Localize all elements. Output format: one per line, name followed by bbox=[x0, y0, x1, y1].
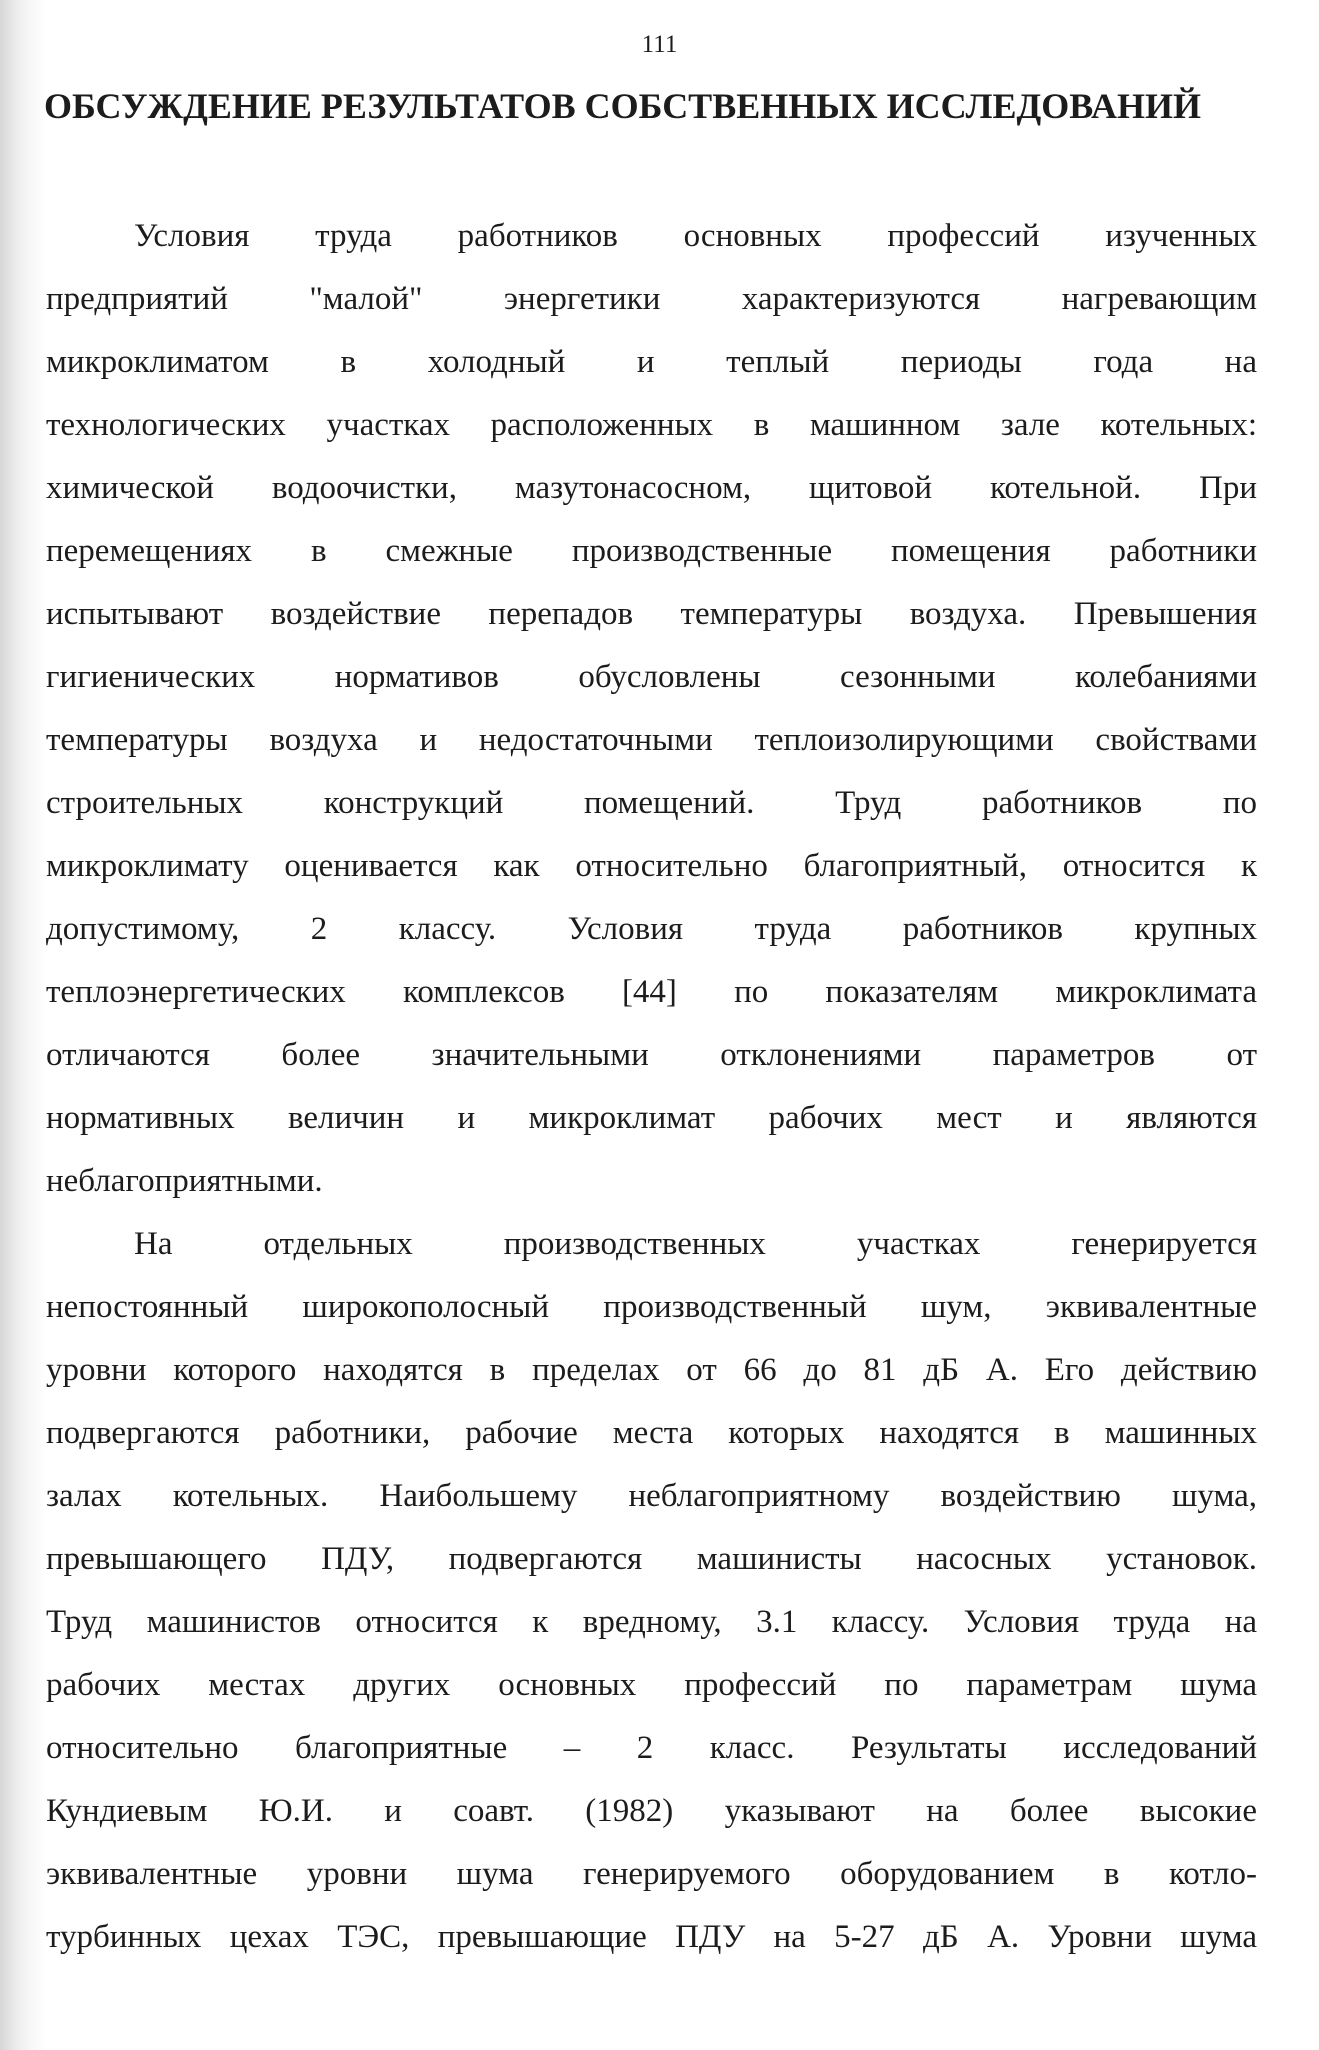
paragraph-line: подвергаются работники, рабочие места которых находятся в машинных bbox=[46, 1415, 1257, 1451]
scan-shadow bbox=[0, 0, 46, 2050]
paragraph-line: химической водоочистки, мазутонасосном, щитовой котельной. При bbox=[46, 470, 1257, 506]
paragraph-line: микроклимату оценивается как относительно благоприятный, относится к bbox=[46, 848, 1257, 884]
paragraph-line: превышающего ПДУ, подвергаются машинисты насосных установок. bbox=[46, 1541, 1257, 1577]
paragraph-line: рабочих местах других основных профессий по параметрам шума bbox=[46, 1667, 1257, 1703]
paragraph-line: нормативных величин и микроклимат рабочих мест и являются bbox=[46, 1100, 1257, 1136]
paragraph-line: отличаются более значительными отклонениями параметров от bbox=[46, 1037, 1257, 1073]
paragraph-line: На отдельных производственных участках генерируется bbox=[134, 1226, 1257, 1262]
paragraph bbox=[46, 1213, 1257, 1969]
paragraph-line: относительно благоприятные – 2 класс. Результаты исследований bbox=[46, 1730, 1257, 1766]
paragraph-line: температуры воздуха и недостаточными теплоизолирующими свойствами bbox=[46, 722, 1257, 758]
paragraph-line: Кундиевым Ю.И. и соавт. (1982) указывают на более высокие bbox=[46, 1793, 1257, 1829]
paragraph-line: гигиенических нормативов обусловлены сезонными колебаниями bbox=[46, 659, 1257, 695]
page-number: 111 bbox=[641, 31, 678, 58]
paragraph-line: предприятий "малой" энергетики характеризуются нагревающим bbox=[46, 281, 1257, 317]
body-text bbox=[46, 205, 1257, 1969]
paragraph-line: Условия труда работников основных профессий изученных bbox=[134, 218, 1257, 254]
paragraph-line: микроклиматом в холодный и теплый периоды года на bbox=[46, 344, 1257, 380]
paragraph-line: строительных конструкций помещений. Труд работников по bbox=[46, 785, 1257, 821]
paragraph-line: Труд машинистов относится к вредному, 3.1 классу. Условия труда на bbox=[46, 1604, 1257, 1640]
paragraph-line: теплоэнергетических комплексов [44] по показателям микроклимата bbox=[46, 974, 1257, 1010]
paragraph-line: допустимому, 2 классу. Условия труда работников крупных bbox=[46, 911, 1257, 947]
paragraph-line: залах котельных. Наибольшему неблагоприятному воздействию шума, bbox=[46, 1478, 1257, 1514]
paragraph-line: технологических участках расположенных в машинном зале котельных: bbox=[46, 407, 1257, 443]
paragraph bbox=[46, 205, 1257, 1213]
section-heading: ОБСУЖДЕНИЕ РЕЗУЛЬТАТОВ СОБСТВЕННЫХ ИССЛЕДОВАНИЙ bbox=[44, 86, 1202, 126]
paragraph-line: непостоянный широкополосный производственный шум, эквивалентные bbox=[46, 1289, 1257, 1325]
paragraph-line: перемещениях в смежные производственные помещения работники bbox=[46, 533, 1257, 569]
paragraph-line: эквивалентные уровни шума генерируемого оборудованием в котло- bbox=[46, 1856, 1257, 1892]
paragraph-line: испытывают воздействие перепадов температуры воздуха. Превышения bbox=[46, 596, 1257, 632]
paragraph-line: уровни которого находятся в пределах от 66 до 81 дБ А. Его действию bbox=[46, 1352, 1257, 1388]
paragraph-line: неблагоприятными. bbox=[46, 1163, 323, 1199]
paragraph-line: турбинных цехах ТЭС, превышающие ПДУ на 5-27 дБ А. Уровни шума bbox=[46, 1919, 1257, 1955]
